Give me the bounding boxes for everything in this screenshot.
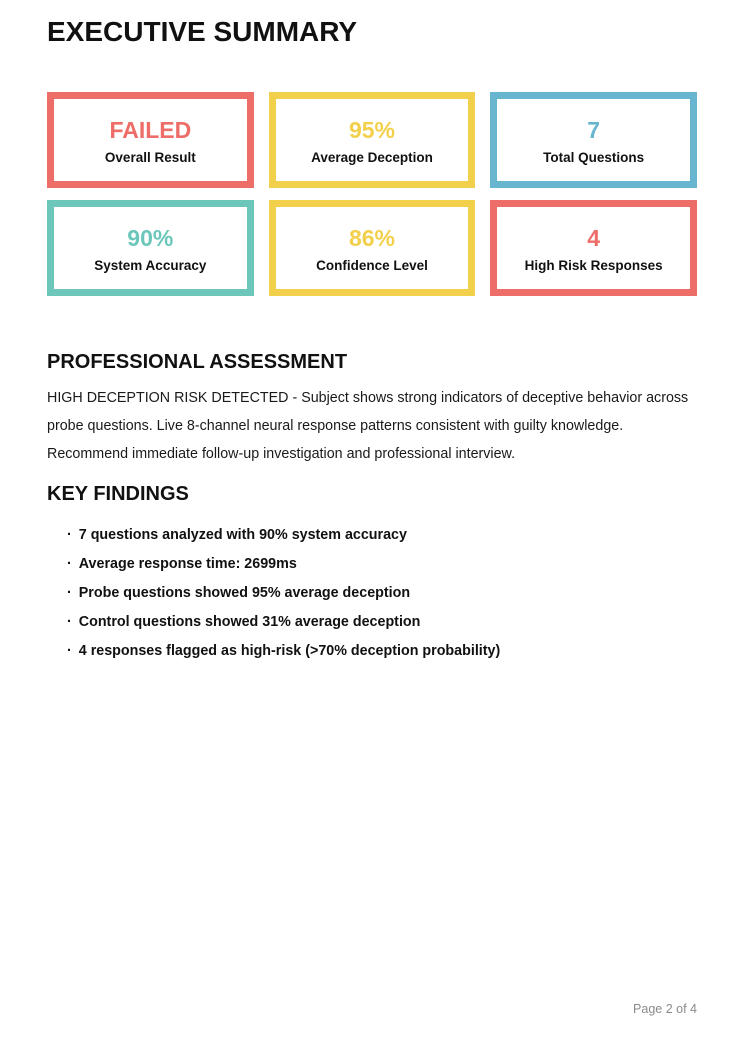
summary-card-value: 4 [587,224,601,251]
summary-card-label: System Accuracy [94,257,207,273]
summary-card-overall-result [47,92,254,188]
finding-item [67,550,699,579]
summary-card-value: 86% [348,224,396,251]
summary-card-value: 7 [587,116,601,143]
summary-card-label: Total Questions [543,149,645,165]
finding-item [67,521,699,550]
professional-assessment-section [47,350,699,468]
bullet-icon: · [67,527,72,543]
finding-text: 7 questions analyzed with 90% system accuracy [78,527,407,543]
finding-item [67,608,699,637]
summary-card-system-accuracy [47,200,254,296]
summary-card-high-risk-responses [490,200,697,296]
summary-card-label: Overall Result [104,149,196,165]
finding-text: 4 responses flagged as high-risk (>70% deception probability) [78,643,501,659]
summary-card-label: Confidence Level [316,257,428,273]
summary-cards-grid [47,92,697,296]
summary-card-total-questions [490,92,697,188]
finding-item [67,579,699,608]
bullet-icon: · [67,643,72,659]
findings-heading: KEY FINDINGS [47,483,189,505]
finding-text: Probe questions showed 95% average deception [78,585,411,601]
summary-card-value: 95% [348,116,396,143]
page-number-label: Page 2 of 4 [633,1002,697,1016]
findings-list [47,521,699,666]
summary-card-confidence-level [269,200,476,296]
assessment-heading: PROFESSIONAL ASSESSMENT [47,351,348,373]
key-findings-section [47,482,699,666]
summary-card-value: 90% [127,224,174,251]
assessment-body-text: HIGH DECEPTION RISK DETECTED - Subject shows strong indicators of deceptive behavior across probe questions. Live 8-channel neural response patterns consistent with guilty knowledge. Recommend immediate follow-up investigation and professional interview. [47,390,689,462]
finding-text: Average response time: 2699ms [78,556,297,572]
summary-card-label: Average Deception [311,149,433,165]
summary-card-value: FAILED [109,116,192,143]
summary-card-label: High Risk Responses [524,257,663,273]
finding-text: Control questions showed 31% average deception [78,614,421,630]
bullet-icon: · [67,556,72,572]
finding-item [67,637,699,666]
page-title: EXECUTIVE SUMMARY [47,16,358,47]
bullet-icon: · [67,614,72,630]
summary-card-average-deception [269,92,476,188]
bullet-icon: · [67,585,72,601]
